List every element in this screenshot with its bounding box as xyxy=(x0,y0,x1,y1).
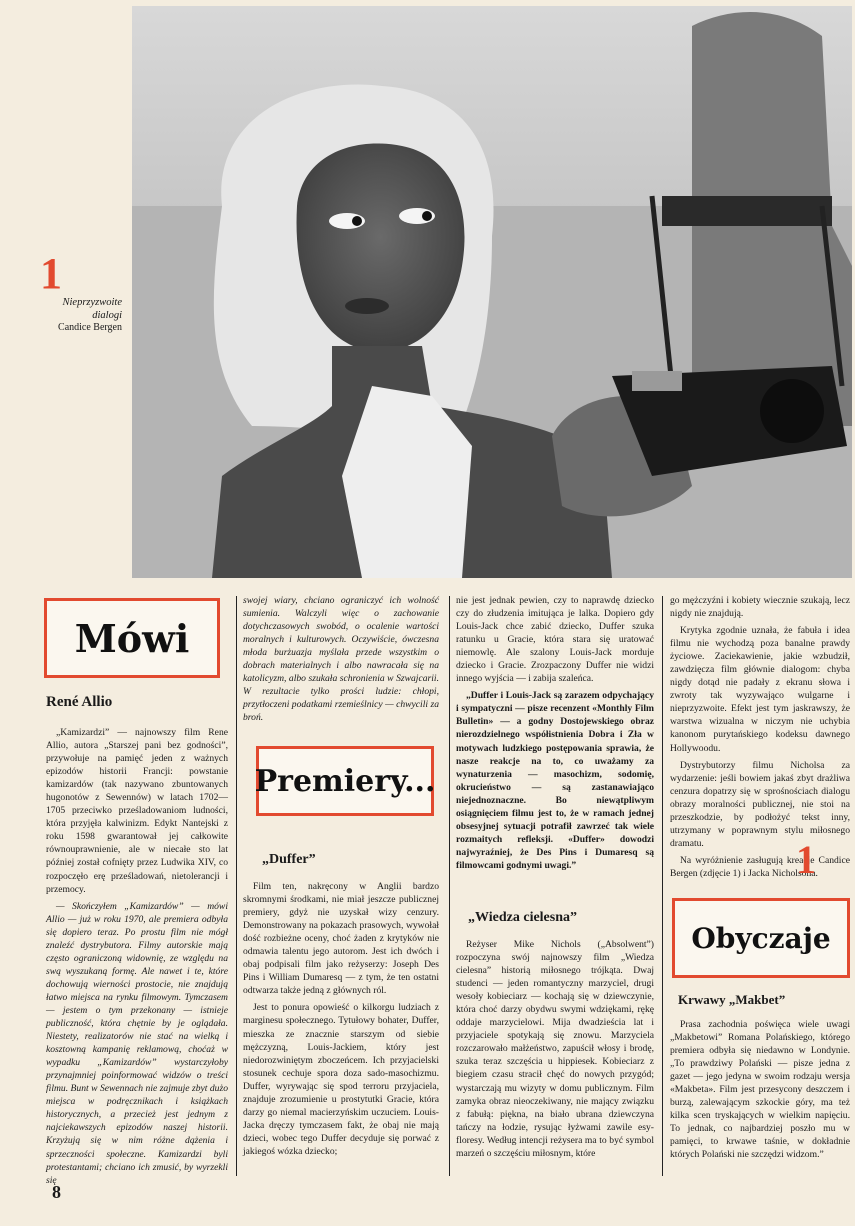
wiedza-paragraph: Reżyser Mike Nichols („Absolwent”) rozpoczyna swój najnowszy film „Wiedza cielesna” historią miłosnego trójkąta. Dwaj studenci — jeden romantyczny marzyciel, drugi wesoły kobieciarz — kochają się w dziewczynie, która choć darzy obydwu swymi wdziękami, rękę oddaje marzycielowi. Mija dwadzieścia lat i przyjaciele spotykają się znowu. Marzyciela rozczarowało małżeństwo, zapuścił włosy i brodę, szuka teraz szczęścia u hippiesek. Kobieciarz z biegiem czasu stracił chęć do nowych przygód; wystarczają mu wizyty w domu publicznym. Film zamyka obraz nieoczekiwany, nie mający związku z fabułą: piękna, na biało ubrana dziewczyna tańczy na łodzie, rysując łyżwami zawile esy-floresy. Według intencji reżysera ma to być symbol marzeń o szczęściu miłosnym, które xyxy=(456,939,654,1159)
makbet-title: Krwawy „Makbet” xyxy=(678,992,786,1007)
mowi-paragraph: — Skończyłem „Kamizardów” — mówi Allio — już w roku 1970, ale premiera odbyła się dopiero teraz. Po prostu film nie mógł znaleźć dystrybutora. Filmy autorskie mają często ograniczoną widownię, ze względu na swą wyszukaną formę. Ale nawet i te, które dochowują wierności prostocie, nie znajdują łatwo miejsca na rynku filmowym. Tymczasem — jestem o tym przekonany — istnieje publiczność, która chętnie by je oglądała. Niestety, realizatorów nie stać na wielką i kosztowną kampanię reklamową, choćaż w wypadku „Kamizardów” wystarczyłoby przynajmniej poinformować widzów o treści filmu. Bunt w Sewennach nie zajmuje zbyt dużo miejsca w podręcznikach i książkach historycznych, a przecież jest jednym z najciekawszych epizodów naszej historii. Krzyżują się w nim różne dążenia i sprzeczności społeczne. Kamizardzi byli protestantami; chciano ich zmusić, by wyrzekli się xyxy=(46,900,228,1186)
wiedza-paragraph: go mężczyźni i kobiety wiecznie szukają, lecz nigdy nie znajdują. xyxy=(670,595,850,620)
candice-bergen-photo xyxy=(132,6,852,578)
wiedza-paragraph: Krytyka zgodnie uznała, że fabuła i idea filmu nie wychodzą poza banalne prawdy życiowe. Zaciekawienie, jakie wzbudził, zawdzięcza film głównie dialogom: chyba nigdy dotąd nie padały z ekranu słowa i zwroty tak wyzywająco wulgarne i nieprzyzwoite. Efekt jest tym jaskrawszy, że warstwa wizualna w niczym nie uchybia kanonom purytańskiego kodeksu dawnego Hollywoodu. xyxy=(670,625,850,754)
mowi-column xyxy=(46,726,228,1186)
mowi-continued-text: swojej wiary, chciano ograniczyć ich wolność sumienia. Walczyli więc o zachowanie dotychczasowych swobód, o ocalenie wartości moralnych i kulturowych. Oczywiście, ówczesna młoda burżuazja myślała przede wszystkim o dobrach materialnych i albo nawracała się na katolicyzm, albo szukała schronienia w Szwajcarii. W rezultacie tylko prości ludzie: chłopi, przytłoczeni podatkami rzemieślnicy — chwycili za broń. xyxy=(243,595,439,724)
wiedza-title: „Wiedza cielesna” xyxy=(468,910,578,925)
duffer-continued-column xyxy=(456,594,654,894)
premiery-banner xyxy=(256,746,434,816)
page-number: 8 xyxy=(52,1182,61,1202)
duffer-paragraph: Film ten, nakręcony w Anglii bardzo skromnymi środkami, nie miał jeszcze publicznej premiery, gdyż nie uzyskał wizy cenzury. Demonstrowany na pokazach prasowych, wywołał dość rozbieżne oceny, choć żaden z krytyków nie odmawia talentu jego autorom. Jest ich dwóch i obaj podpisali film jako reżyserzy: Joseph Des Pins i William Dumaresq — z tym, że ten ostatni odtwarza także jedną z głównych ról. xyxy=(243,881,439,997)
column-divider xyxy=(449,596,450,1176)
duffer-paragraph: nie jest jednak pewien, czy to naprawdę dziecko czy do złudzenia imitująca je lalka. Dopiero gdy Louis-Jack chce zabić dziecko, Duffer szuka ratunku u Gracie, która stara się uratować niemowlę. Ale szalony Louis-Jack morduje dziecko i Gracie. Zrozpaczony Duffer nie widzi innego wyjścia — i zabija szaleńca. xyxy=(456,595,654,685)
caption-number: 1 xyxy=(40,249,62,298)
premiery-banner-text: Premiery... xyxy=(254,763,436,799)
mowi-author: René Allio xyxy=(46,694,113,710)
column-divider xyxy=(236,596,237,1176)
duffer-paragraph: Jest to ponura opowieść o kilkorgu ludziach z marginesu społecznego. Tytułowy bohater, Duffer, mieszka ze znacznie starszym od siebie mężczyzną, Louis-Jackiem, który jest niedorozwiniętym zboczeńcem. Ich przyjacielski stosunek cechuje spora doza sado-masochizmu. Duffer, wyrywając się spod terroru przyjaciela, znajduje zrozumienie u prostytutki Gracie, która darzy go niemal macierzyńskim uczuciem. Louis-Jacka dręczy tymczasem fakt, że obaj nie mają dzieci, wobec tego Duffer decyduje się porwać z jakiegoś wózka dziecko; xyxy=(243,1002,439,1157)
mowi-banner xyxy=(44,598,220,678)
column-divider xyxy=(662,596,663,1176)
mowi-banner-text: Mówi xyxy=(74,615,190,661)
wiedza-paragraph: Na wyróżnienie zasługują kreacje Candice Bergen (zdjęcie 1) i Jacka Nicholsona. xyxy=(670,854,850,879)
wiedza-paragraph: Dystrybutorzy filmu Nicholsa za wydarzenie: jeśli bowiem jakaś zbyt drażliwa cenzura dopatrzy się w sprośnościach dialogu obrazy moralności publicznej, nie stoi na przeszkodzie, by podłożyć tekst inny, utrzymany w poprawnym stylu miłosnego dramatu. xyxy=(670,759,850,849)
photo-illustration xyxy=(132,6,852,578)
wiedza-continued-column xyxy=(670,594,850,879)
makbet-column xyxy=(670,1018,850,1176)
mowi-continued-column xyxy=(243,594,439,744)
obyczaje-banner xyxy=(672,898,850,978)
photo-reference-number: 1 xyxy=(796,837,816,882)
caption-line-2: dialogi xyxy=(92,310,122,322)
caption-line-1: Nieprzyzwoite xyxy=(62,297,122,308)
duffer-column xyxy=(243,880,439,1176)
duffer-title: „Duffer” xyxy=(262,852,316,867)
mowi-paragraph: „Kamizardzi” — najnowszy film Rene Allio, autora „Starszej pani bez godności”, przywołuje na pamięć jeden z ważnych epizodów historii Francji: powstanie kamizardów (tak nazywano zbuntowanych hugonotów z Sewennów) w latach 1702—1705 przeciwko prześladowaniom ludności, która przyjęła kalwinizm. Edykt Nantejski z roku 1598 gwarantował jej całkowite równouprawnienie, ale w niecałe sto lat później został cofnięty przez Ludwika XIV, co rozpoczęło erę prześladowań, nietolerancji i przemocy. xyxy=(46,727,228,895)
duffer-review-quote: „Duffer i Louis-Jack są zarazem odpychający i sympatyczni — pisze recenzent «Monthly Film Bulletin» — a godny Dostojewskiego obraz nierozdzielnego współistnienia Dobra i Zła w motywach ludzkiego postępowania sprawia, że nasze reakcje na to, co uważamy za wynaturzenia — masochizm, sodomię, okrucieństwo — są zastanawiająco niejednoznaczne. Bo niewątpliwym osiągnięciem filmu jest to, że w ramach jednej obsesyjnej sytuacji potrafił zawrzeć tak wiele rozmaitych refleksji. «Duffer» dowodzi najwyraźniej, że Des Pins i Dumaresq są filmowcami godnymi uwagi.” xyxy=(456,690,654,871)
photo-caption xyxy=(30,296,122,335)
caption-line-3: Candice Bergen xyxy=(58,322,122,334)
wiedza-column xyxy=(456,938,654,1176)
makbet-paragraph: Prasa zachodnia poświęca wiele uwagi „Makbetowi” Romana Polańskiego, którego premiera odbyła się niedawno w Londynie. „To prawdziwy Polański — pisze jedna z gazet — jego jedyna w swoim rodzaju wersja «Makbeta». Film jest przesycony deszczem i burzą, zalewającym szkockie góry, ma też kilka scen tryskających w wielkim napięciu. To jednak, co najbardziej poszło mu w pamięci, to krwawe taśnie, w dokładnie których Polański nie szczędzi widzom.” xyxy=(670,1019,850,1161)
obyczaje-banner-text: Obyczaje xyxy=(691,921,831,955)
